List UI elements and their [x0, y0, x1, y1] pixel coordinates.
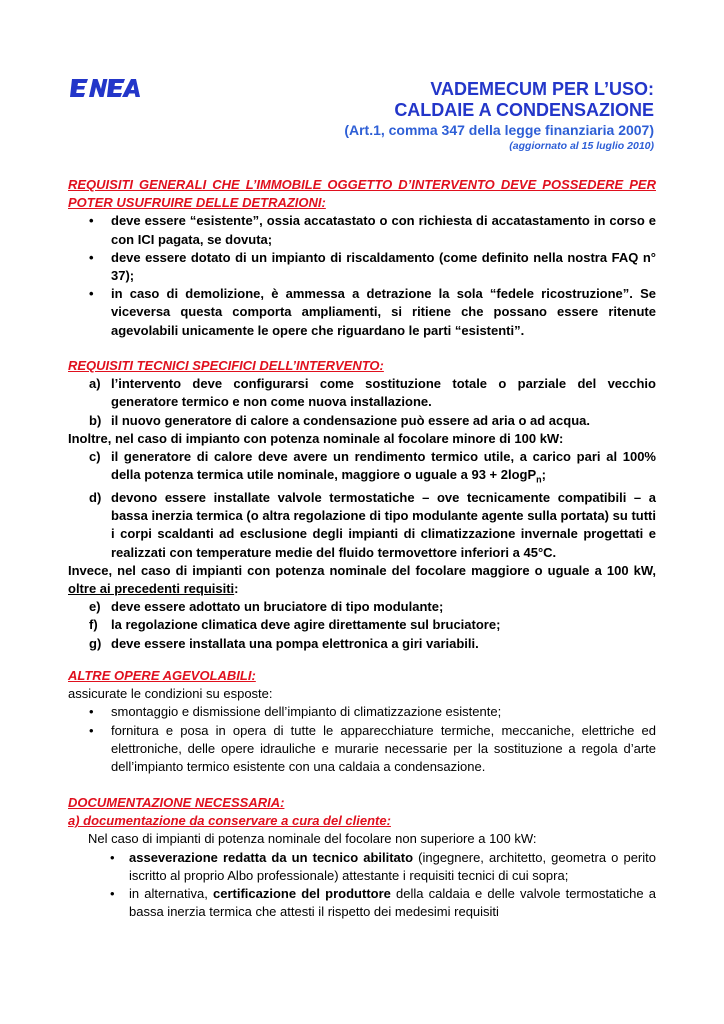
list-item: f) la regolazione climatica deve agire direttamente sul bruciatore; [89, 617, 501, 633]
requisiti-tecnici-list-ab [68, 375, 656, 430]
requisiti-tecnici-list-efg [68, 598, 656, 653]
section-subheading: a) documentazione da conservare a cura del cliente: [68, 813, 391, 829]
list-item: b) il nuovo generatore di calore a condensazione può essere ad aria o ad acqua. [89, 412, 590, 428]
section-heading: ALTRE OPERE AGEVOLABILI: [68, 668, 256, 683]
list-item: c) il generatore di calore deve avere un rendimento termico utile, a carico pari al 100% della potenza termica utile nominale, maggiore o uguale a 93 + 2logP$_n$; [89, 449, 656, 485]
list-item: • deve essere “esistente”, ossia accatastato o con richiesta di accatastamento in corso e con ICI pagata, se dovuta; [68, 212, 656, 248]
list-item: d) devono essere installate valvole termostatiche – ove tecnicamente compatibili – a bassa inerzia termica (o altra regolazione di tipo modulante agente sulla portata) su tutti i corpi scaldanti ad esclusione degli impianti di climatizzazione invernale progettati e realizzati con temperature medie del fluido termovettore inferiori a 45°C. [89, 490, 656, 560]
update-date: (aggiornato al 15 luglio 2010) [509, 140, 654, 152]
document-title-line1: VADEMECUM PER L’USO: [430, 79, 654, 99]
document-subtitle: (Art.1, comma 347 della legge finanziaria 2007) [344, 122, 654, 138]
section-heading: DOCUMENTAZIONE NECESSARIA: [68, 795, 285, 810]
list-item: • in caso di demolizione, è ammessa a detrazione la sola “fedele ricostruzione”. Se viceversa questa comporta ampliamenti, si ritiene che possano essere ritenute agevolabili unicamente le opere che riguardano le parti “esistenti”. [68, 285, 656, 340]
section-altre-opere [68, 667, 656, 776]
section-heading: REQUISITI GENERALI CHE L’IMMOBILE OGGETTO D’INTERVENTO DEVE POSSEDERE PER POTER USUFRUIRE DELLE DETRAZIONI: [68, 177, 656, 211]
enea-logo [70, 77, 140, 99]
list-item: g) deve essere installata una pompa elettronica a giri variabili. [89, 635, 479, 651]
section-requisiti-tecnici [68, 357, 656, 653]
list-item: e) deve essere adottato un bruciatore di tipo modulante; [89, 599, 444, 615]
list-item: • asseverazione redatta da un tecnico abilitato (ingegnere, architetto, geometra o perito iscritto al proprio Albo professionale) attestante i requisiti tecnici di cui sopra; [88, 849, 656, 885]
intro-paragraph: Inoltre, nel caso di impianto con potenza nominale al focolare minore di 100 kW: [68, 430, 564, 446]
intro-paragraph: Invece, nel caso di impianti con potenza nominale del focolare maggiore o uguale a 100 kW, oltre ai precedenti requisiti: [68, 562, 656, 597]
list-item: a) l’intervento deve configurarsi come sostituzione totale o parziale del vecchio generatore termico e non come nuova installazione. [89, 376, 656, 410]
list-item: • fornitura e posa in opera di tutte le apparecchiature termiche, meccaniche, elettriche ed elettroniche, delle opere idrauliche e murarie necessarie per la sostituzione a regola d’arte dell’impianto termico esistente con una caldaia a condensazione. [68, 722, 656, 777]
documentazione-list [88, 849, 656, 922]
intro-paragraph: assicurate le condizioni su esposte: [68, 686, 273, 702]
section-requisiti-generali [68, 176, 656, 340]
intro-paragraph: Nel caso di impianti di potenza nominale del focolare non superiore a 100 kW: [88, 831, 537, 847]
requisiti-tecnici-list-cd [68, 448, 656, 562]
section-documentazione [68, 794, 656, 921]
list-item: • deve essere dotato di un impianto di riscaldamento (come definito nella nostra FAQ n° 37); [68, 249, 656, 285]
section-heading: REQUISITI TECNICI SPECIFICI DELL’INTERVENTO: [68, 358, 384, 373]
requisiti-generali-list [68, 212, 656, 339]
document-title-line2: CALDAIE A CONDENSAZIONE [394, 100, 654, 120]
list-item: • in alternativa, certificazione del produttore della caldaia e delle valvole termostatiche a bassa inerzia termica che attesti il rispetto dei medesimi requisiti [88, 885, 656, 921]
list-item: • smontaggio e dismissione dell’impianto di climatizzazione esistente; [68, 703, 656, 721]
altre-opere-list [68, 703, 656, 776]
